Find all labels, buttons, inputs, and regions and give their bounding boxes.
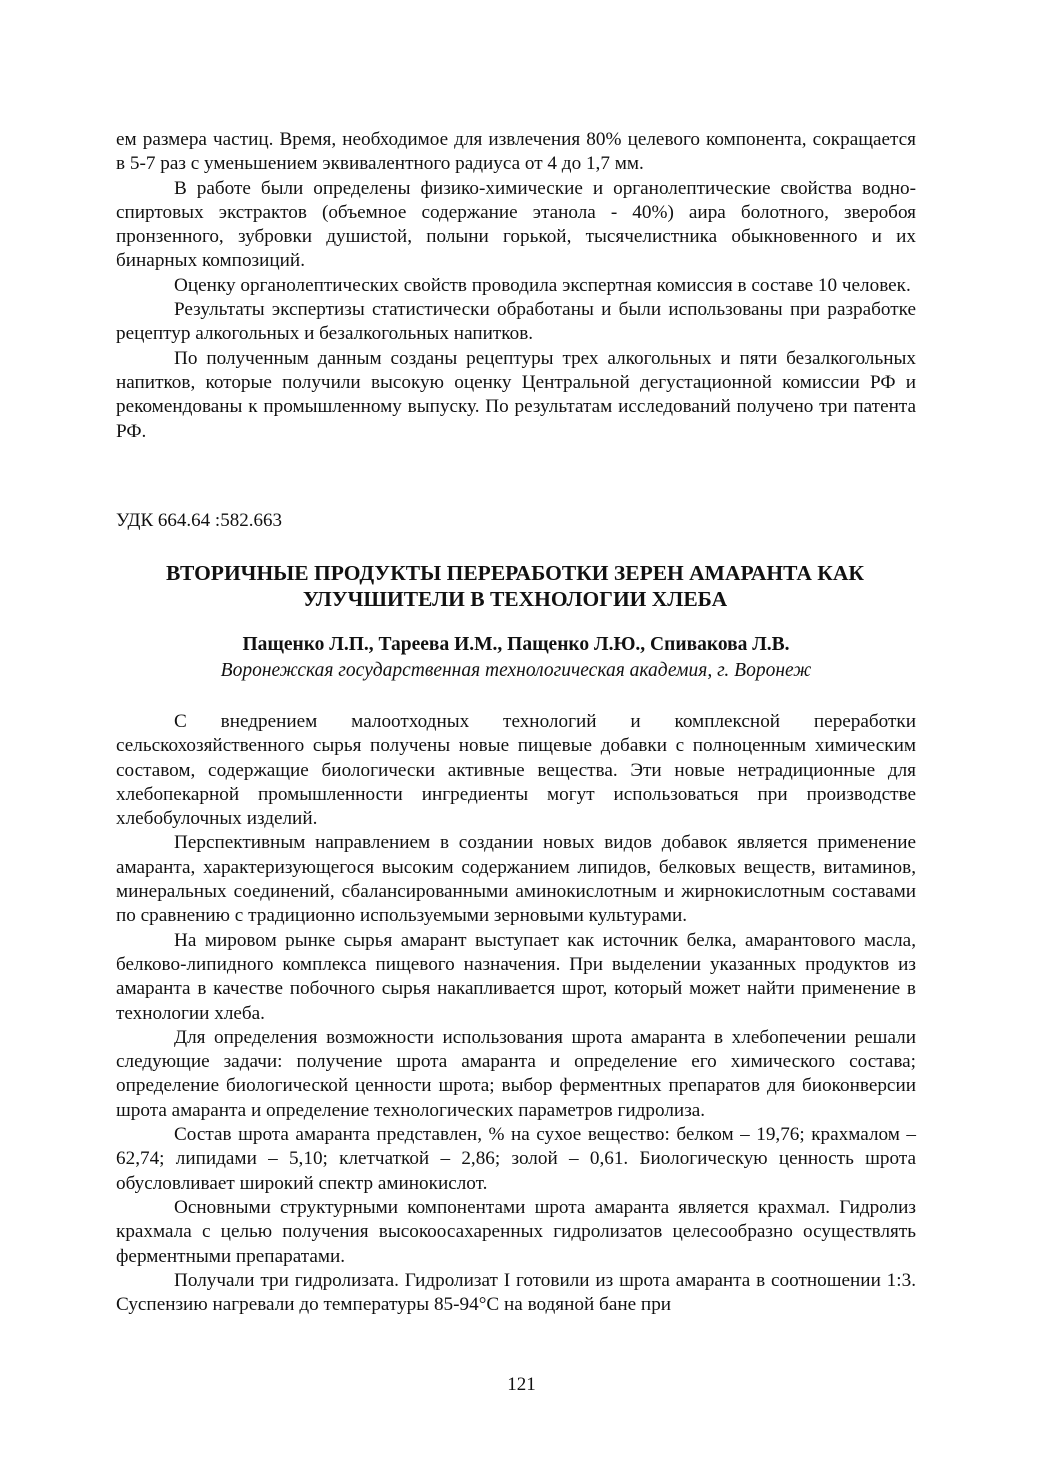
paragraph: Состав шрота амаранта представлен, % на сухое вещество: белком – 19,76; крахмалом – 62,74; липидами – 5,10; клетчаткой – 2,86; золой – 0,61. Биологическую ценность шрота обусловливает широкий спектр аминокислот.: [116, 1124, 916, 1194]
paragraph: В работе были определены физико-химические и органолептические свойства водно-спиртовых экстрактов (объемное содержание этанола - 40%) аира болотного, зверобоя пронзенного, зубровки душистой, полыни горькой, тысячелистника обыкновенного и их бинарных композиций.: [116, 177, 916, 272]
paragraph: Оценку органолептических свойств проводила экспертная комиссия в составе 10 человек.: [174, 274, 911, 296]
udc-code: УДК 664.64 :582.663: [116, 510, 282, 531]
paragraph: ем размера частиц. Время, необходимое для извлечения 80% целевого компонента, сокращается в 5-7 раз с уменьшением эквивалентного радиуса от 4 до 1,7 мм.: [116, 129, 916, 175]
paragraph: Получали три гидролизата. Гидролизат I готовили из шрота амаранта в соотношении 1:3. Суспензию нагревали до температуры 85-94°С на водяной бане при: [116, 1269, 916, 1316]
article-title: [100, 560, 930, 612]
article-title-line: УЛУЧШИТЕЛИ В ТЕХНОЛОГИИ ХЛЕБА: [302, 587, 728, 611]
paragraph: С внедрением малоотходных технологий и комплексной переработки сельскохозяйственного сырья получены новые пищевые добавки с полноценным химическим составом, содержащие биологически активные вещества. Эти новые нетрадиционные для хлебопекарной промышленности ингредиенты могут использоваться при производстве хлебобулочных изделий.: [116, 711, 916, 830]
previous-article-continuation: [116, 128, 916, 444]
article-body: [116, 710, 916, 1317]
paragraph: Основными структурными компонентами шрота амаранта является крахмал. Гидролиз крахмала с целью получения высокоосахаренных гидролизатов целесообразно осуществлять ферментными препаратами.: [116, 1196, 916, 1267]
article-title-line: ВТОРИЧНЫЕ ПРОДУКТЫ ПЕРЕРАБОТКИ ЗЕРЕН АМАРАНТА КАК: [165, 561, 865, 585]
paragraph: Перспективным направлением в создании новых видов добавок является применение амаранта, характеризующегося высоким содержанием липидов, белковых веществ, витаминов, минеральных соединений, сбалансированными аминокислотным и жирнокислотным составами по сравнению с традиционно используемыми зерновыми культурами.: [116, 832, 916, 927]
paragraph: Результаты экспертизы статистически обработаны и были использованы при разработке рецептур алкогольных и безалкогольных напитков.: [116, 299, 916, 345]
paragraph: На мировом рынке сырья амарант выступает как источник белка, амарантового масла, белково-липидного комплекса пищевого назначения. При выделении указанных продуктов из амаранта в качестве побочного сырья накапливается шрот, который может найти применение в технологии хлеба.: [116, 929, 916, 1024]
article-authors: Пащенко Л.П., Тареева И.М., Пащенко Л.Ю., Спивакова Л.В.: [242, 634, 790, 655]
paragraph: По полученным данным созданы рецептуры трех алкогольных и пяти безалкогольных напитков, которые получили высокую оценку Центральной дегустационной комиссии РФ и рекомендованы к промышленному выпуску. По результатам исследований получено три патента РФ.: [116, 347, 916, 442]
paragraph: Для определения возможности использования шрота амаранта в хлебопечении решали следующие задачи: получение шрота амаранта и определение его химического состава; определение биологической ценности шрота; выбор ферментных препаратов для биоконверсии шрота амаранта и определение технологических параметров гидролиза.: [116, 1026, 916, 1121]
page-number: 121: [507, 1374, 536, 1395]
article-affiliation: Воронежская государственная технологическая академия, г. Воронеж: [220, 660, 812, 681]
